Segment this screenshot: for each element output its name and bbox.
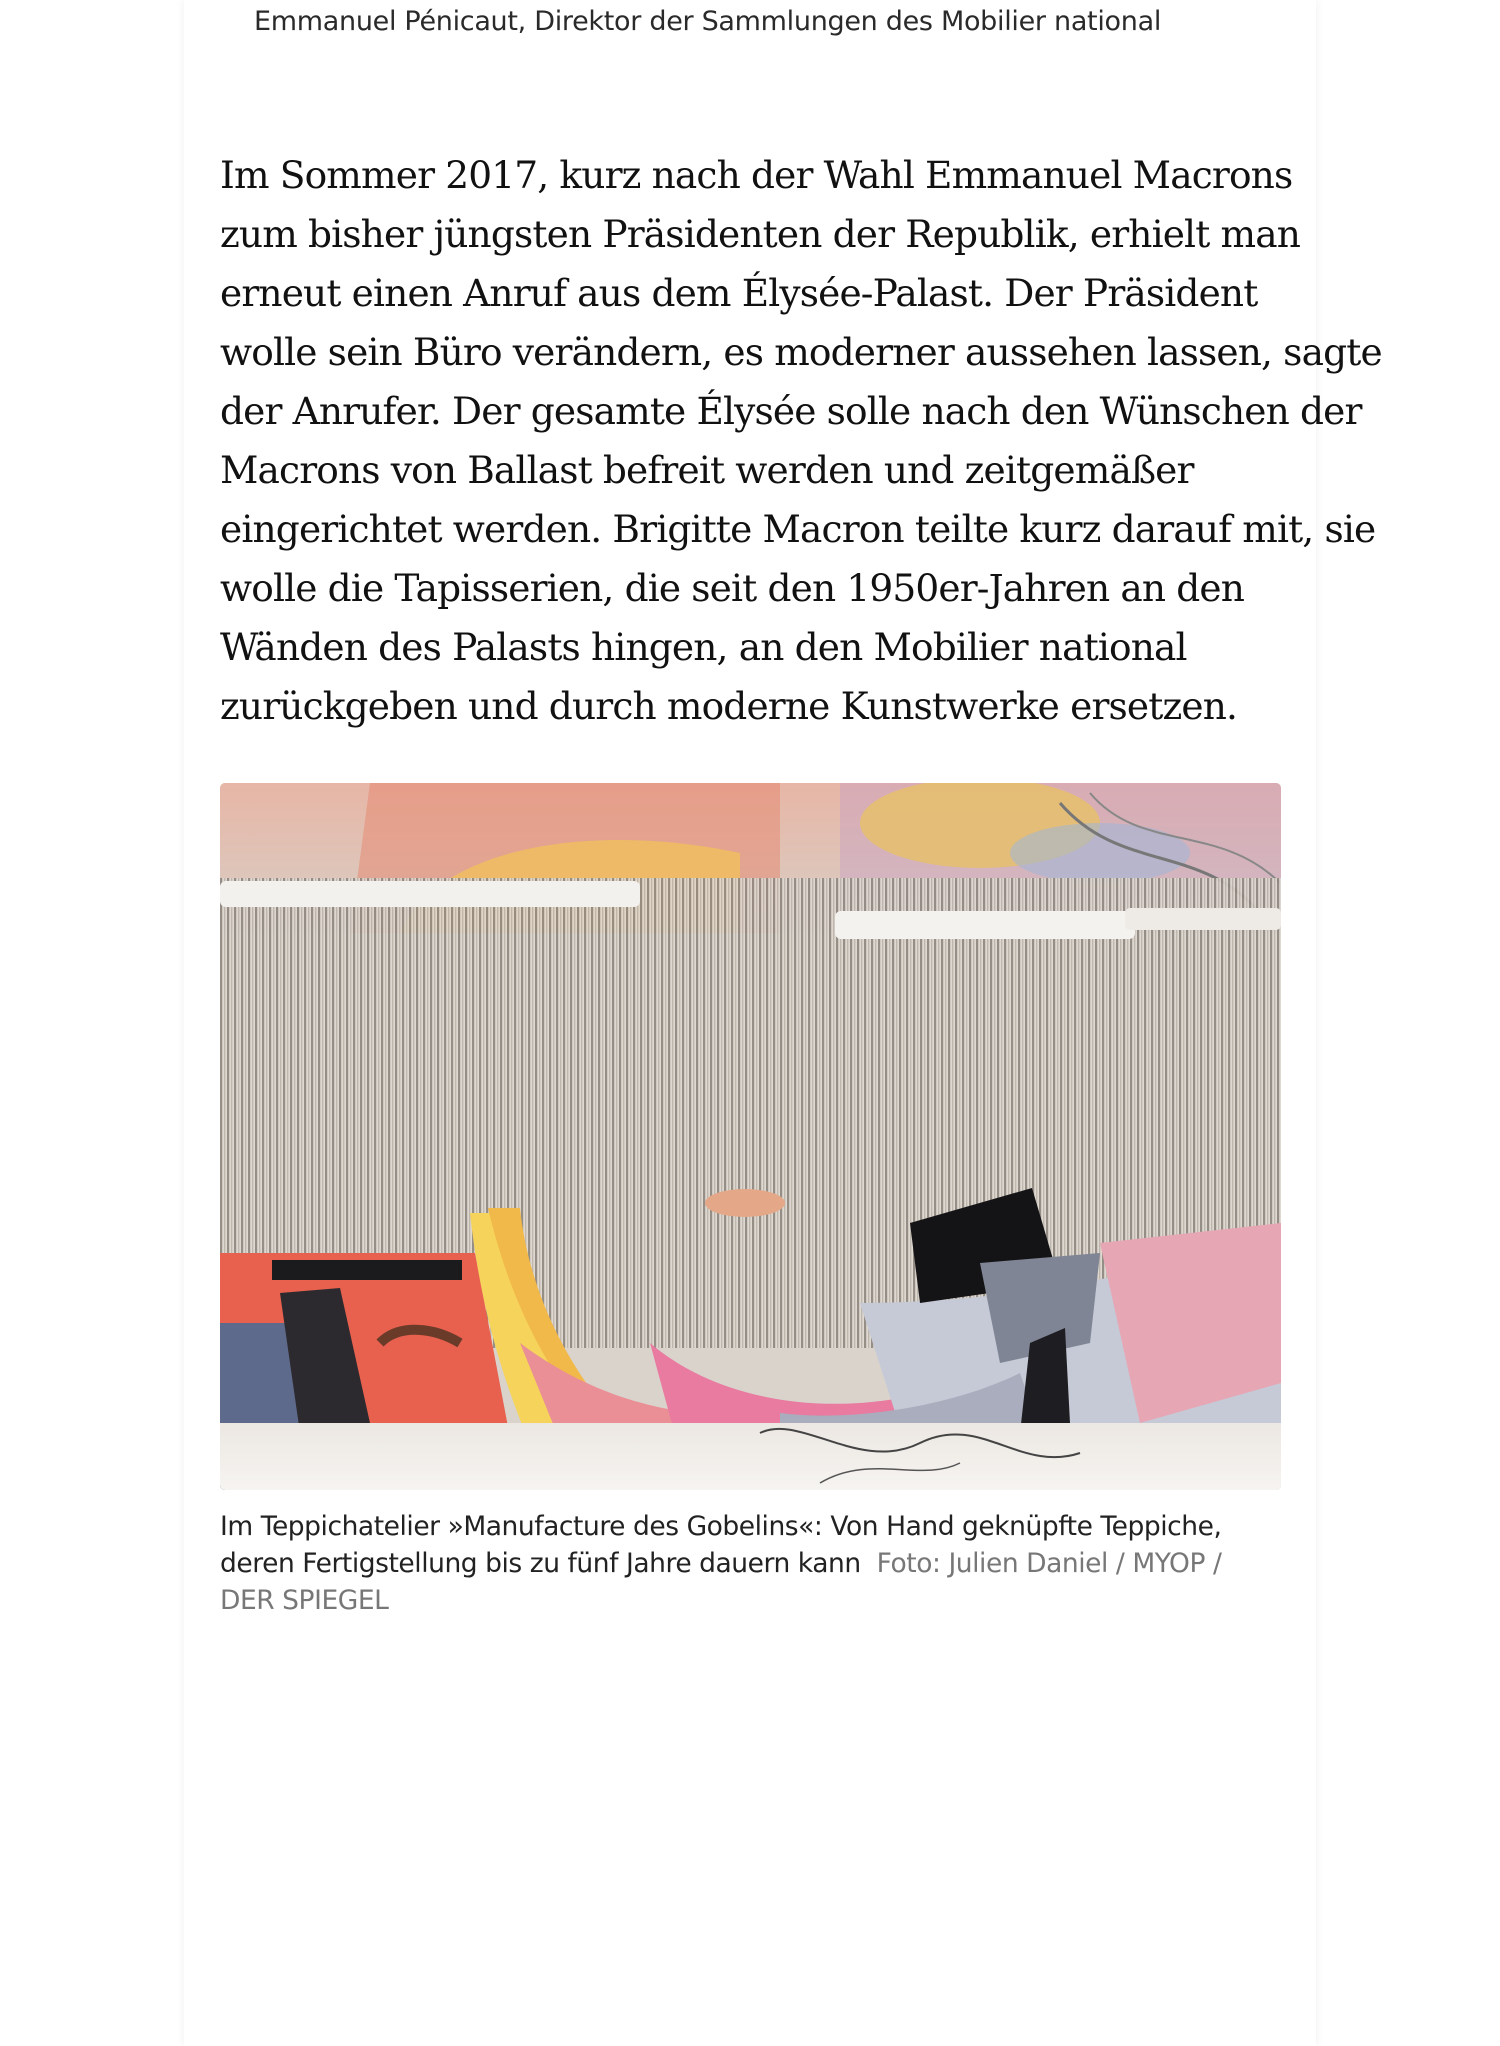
caption-text: deren Fertigstellung bis zu fünf Jahre dauern kann xyxy=(220,1548,861,1579)
article-paragraph xyxy=(220,146,1382,736)
paragraph-line: eingerichtet werden. Brigitte Macron teilte kurz darauf mit, sie xyxy=(220,507,1376,551)
photo-credit: Foto: Julien Daniel / MYOP / xyxy=(876,1548,1222,1579)
caption-line: Im Teppichatelier »Manufacture des Gobelins«: Von Hand geknüpfte Teppiche, xyxy=(220,1511,1222,1542)
paragraph-line: wolle die Tapisserien, die seit den 1950er-Jahren an den xyxy=(220,566,1245,610)
tapestry-photo[interactable] xyxy=(220,783,1281,1490)
paragraph-line: Macrons von Ballast befreit werden und zeitgemäßer xyxy=(220,448,1194,492)
tapestry-loom-image xyxy=(220,783,1281,1490)
photo-credit-source: DER SPIEGEL xyxy=(220,1585,389,1616)
image-caption xyxy=(220,1508,1300,1619)
paragraph-line: zurückgeben und durch moderne Kunstwerke ersetzen. xyxy=(220,684,1238,728)
paragraph-line: Wänden des Palasts hingen, an den Mobilier national xyxy=(220,625,1187,669)
quote-attribution: Emmanuel Pénicaut, Direktor der Sammlungen des Mobilier national xyxy=(254,6,1162,37)
paragraph-line: wolle sein Büro verändern, es moderner aussehen lassen, sagte xyxy=(220,330,1382,374)
paragraph-line: erneut einen Anruf aus dem Élysée-Palast. Der Präsident xyxy=(220,271,1258,315)
paragraph-line: Im Sommer 2017, kurz nach der Wahl Emmanuel Macrons xyxy=(220,153,1293,197)
paragraph-line: der Anrufer. Der gesamte Élysée solle nach den Wünschen der xyxy=(220,389,1362,433)
caption-line xyxy=(220,1545,1300,1582)
paragraph-line: zum bisher jüngsten Präsidenten der Republik, erhielt man xyxy=(220,212,1301,256)
